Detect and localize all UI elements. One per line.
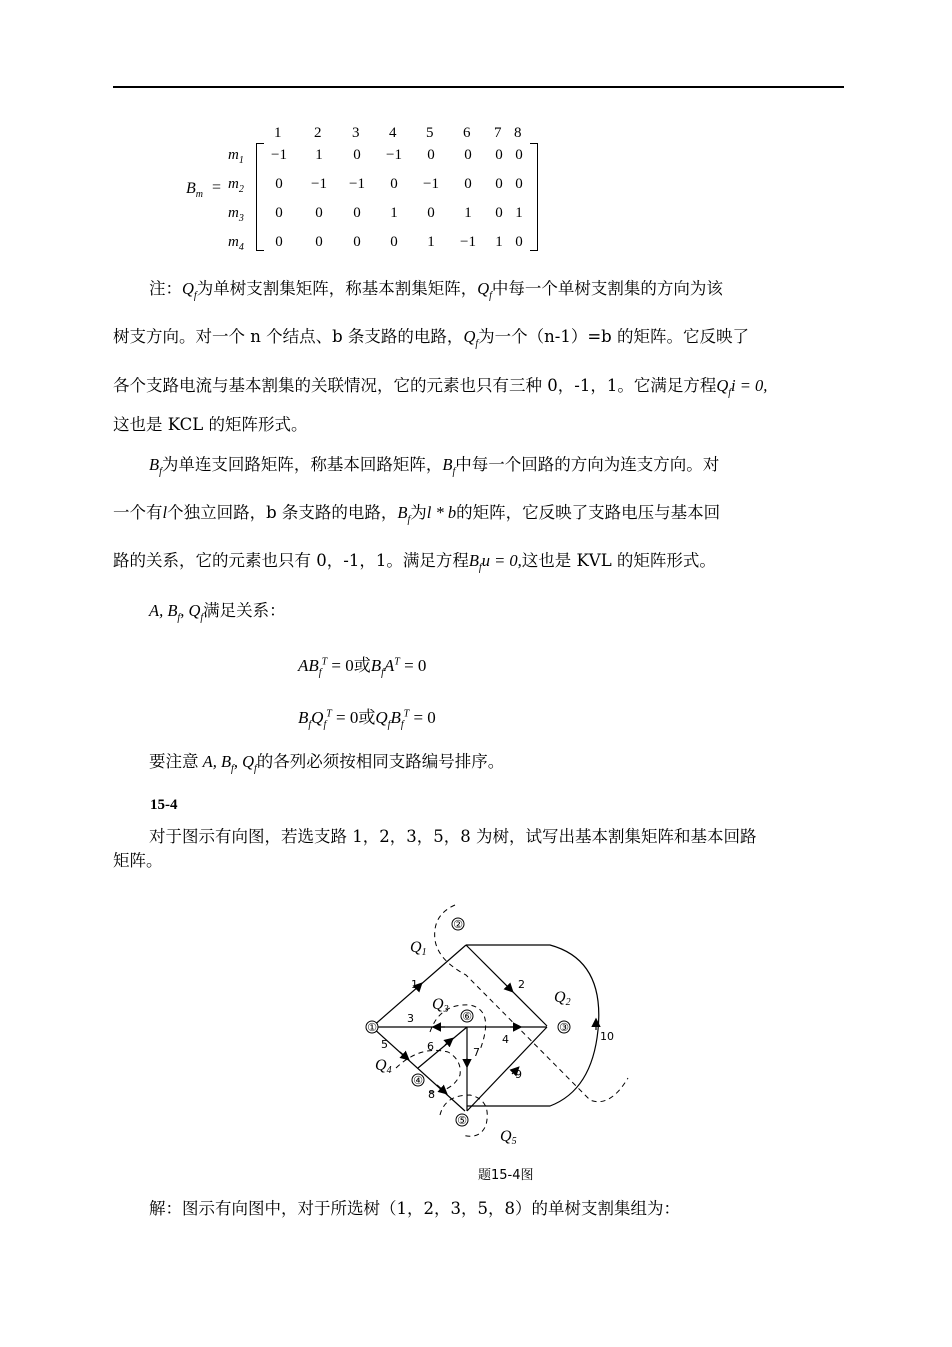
branch-label: 4 (502, 1033, 509, 1046)
equation-2: $B_fQ_f^T = 0$或$Q_fB_f^T = 0$ (298, 708, 436, 731)
matrix-cell: 0 (390, 234, 398, 250)
branch-label: 6 (427, 1040, 434, 1053)
node-label: ② (453, 918, 463, 931)
matrix-cell: 0 (515, 176, 523, 192)
note-line-4: 这也是 KCL 的矩阵形式。 (113, 415, 308, 434)
problem-text-1: 对于图示有向图，若选支路 1，2，3，5，8 为树，试写出基本割集矩阵和基本回路 (149, 827, 757, 846)
matrix-cell: 0 (353, 234, 361, 250)
matrix-cell: −1 (311, 176, 327, 192)
matrix-cell: 0 (495, 205, 503, 221)
figure-caption: 题15-4图 (478, 1168, 534, 1183)
problem-text-2: 矩阵。 (113, 851, 163, 870)
matrix-cell: 0 (275, 176, 283, 192)
note-line-6: 一个有l个独立回路，b 条支路的电路，$B_f$为l * b的矩阵，它反映了支路电压与基本回 (113, 503, 721, 526)
matrix-cell: 0 (427, 205, 435, 221)
branch-label: 1 (411, 978, 418, 991)
matrix-cell: 0 (275, 234, 283, 250)
col-header: 6 (463, 125, 471, 141)
col-header: 1 (274, 125, 282, 141)
matrix-cell: 0 (353, 205, 361, 221)
note-line-5: $B_f$为单连支回路矩阵，称基本回路矩阵，$B_f$中每一个回路的方向为连支方向。对 (149, 455, 720, 478)
node-label: ① (367, 1021, 377, 1034)
order-note: 要注意 A, $B_f$, $Q_f$的各列必须按相同支路编号排序。 (149, 752, 505, 775)
matrix-lhs: $B_m$ (186, 180, 204, 201)
equation-1: $AB_f^T = 0$或$B_fA^T = 0$ (298, 656, 427, 679)
matrix-cell: −1 (349, 176, 365, 192)
col-header: 4 (389, 125, 397, 141)
matrix-cell: 0 (495, 147, 503, 163)
col-header: 5 (426, 125, 434, 141)
branch-label: 5 (381, 1038, 388, 1051)
row-label-m3: $m_3$ (228, 205, 244, 224)
branch-2-line (466, 945, 547, 1026)
branch-label: 3 (407, 1012, 414, 1025)
node-label: ④ (413, 1074, 423, 1087)
matrix-cell: 0 (315, 205, 323, 221)
note-line-3: 各个支路电流与基本割集的关联情况，它的元素也只有三种 0，-1，1。它满足方程$Q_fi = 0$, (113, 376, 768, 399)
matrix-cell: 1 (464, 205, 472, 221)
matrix-cell: 1 (390, 205, 398, 221)
row-label-m4: $m_4$ (228, 234, 244, 253)
matrix-cell: 0 (515, 234, 523, 250)
matrix-cell: 1 (315, 147, 323, 163)
matrix-cell: 0 (275, 205, 283, 221)
solution-text: 解：图示有向图中，对于所选树（1，2，3，5，8）的单树支割集组为： (149, 1199, 680, 1218)
note-line-2: 树支方向。对一个 n 个结点、b 条支路的电路，$Q_f$为一个（n-1）=b 的矩阵。它反映了 (113, 327, 749, 350)
node-label: ③ (559, 1021, 569, 1034)
matrix-cell: −1 (271, 147, 287, 163)
matrix-cell: 0 (427, 147, 435, 163)
matrix-cell: 0 (353, 147, 361, 163)
node-label: ⑤ (457, 1114, 467, 1127)
branch-6-line (418, 1027, 467, 1068)
branch-label: 10 (600, 1030, 614, 1043)
col-header: 7 (494, 125, 502, 141)
matrix-cell: 0 (464, 176, 472, 192)
note-line-1: 注：$Q_f$为单树支割集矩阵，称基本割集矩阵，$Q_f$中每一个单树支割集的方向为该 (149, 279, 723, 302)
matrix-cell: 0 (390, 176, 398, 192)
row-label-m1: $m_1$ (228, 147, 244, 166)
node-label: ⑥ (462, 1010, 472, 1023)
matrix-cell: 1 (427, 234, 435, 250)
relation-intro: A, $B_f$, $Q_f$满足关系： (149, 601, 286, 624)
cutset-label-q2: Q2 (554, 989, 571, 1008)
branch-label: 9 (515, 1068, 522, 1081)
col-header: 8 (514, 125, 522, 141)
row-label-m2: $m_2$ (228, 176, 244, 195)
cutset-label-q4: Q4 (375, 1057, 392, 1076)
branch-label: 2 (518, 978, 525, 991)
matrix-cell: −1 (386, 147, 402, 163)
col-header: 3 (352, 125, 360, 141)
note-line-7: 路的关系，它的元素也只有 0，-1，1。满足方程$B_fu = 0$,这也是 KVL 的矩阵形式。 (113, 551, 716, 574)
cutset-label-q3: Q3 (432, 996, 449, 1015)
cutset-label-q5: Q5 (500, 1128, 517, 1147)
cutset-label-q1: Q1 (410, 939, 427, 958)
matrix-cell: 0 (464, 147, 472, 163)
branch-label: 8 (428, 1088, 435, 1101)
matrix-cell: 1 (495, 234, 503, 250)
branch-label: 7 (473, 1046, 480, 1059)
branch-10-line (466, 945, 599, 1106)
col-header: 2 (314, 125, 322, 141)
matrix-cell: 0 (515, 147, 523, 163)
matrix-cell: −1 (460, 234, 476, 250)
matrix-cell: 0 (315, 234, 323, 250)
branch-1-line (372, 945, 466, 1027)
matrix-cell: 1 (515, 205, 523, 221)
matrix-cell: −1 (423, 176, 439, 192)
problem-number: 15-4 (150, 797, 178, 813)
matrix-equals: = (212, 179, 222, 196)
matrix-cell: 0 (495, 176, 503, 192)
